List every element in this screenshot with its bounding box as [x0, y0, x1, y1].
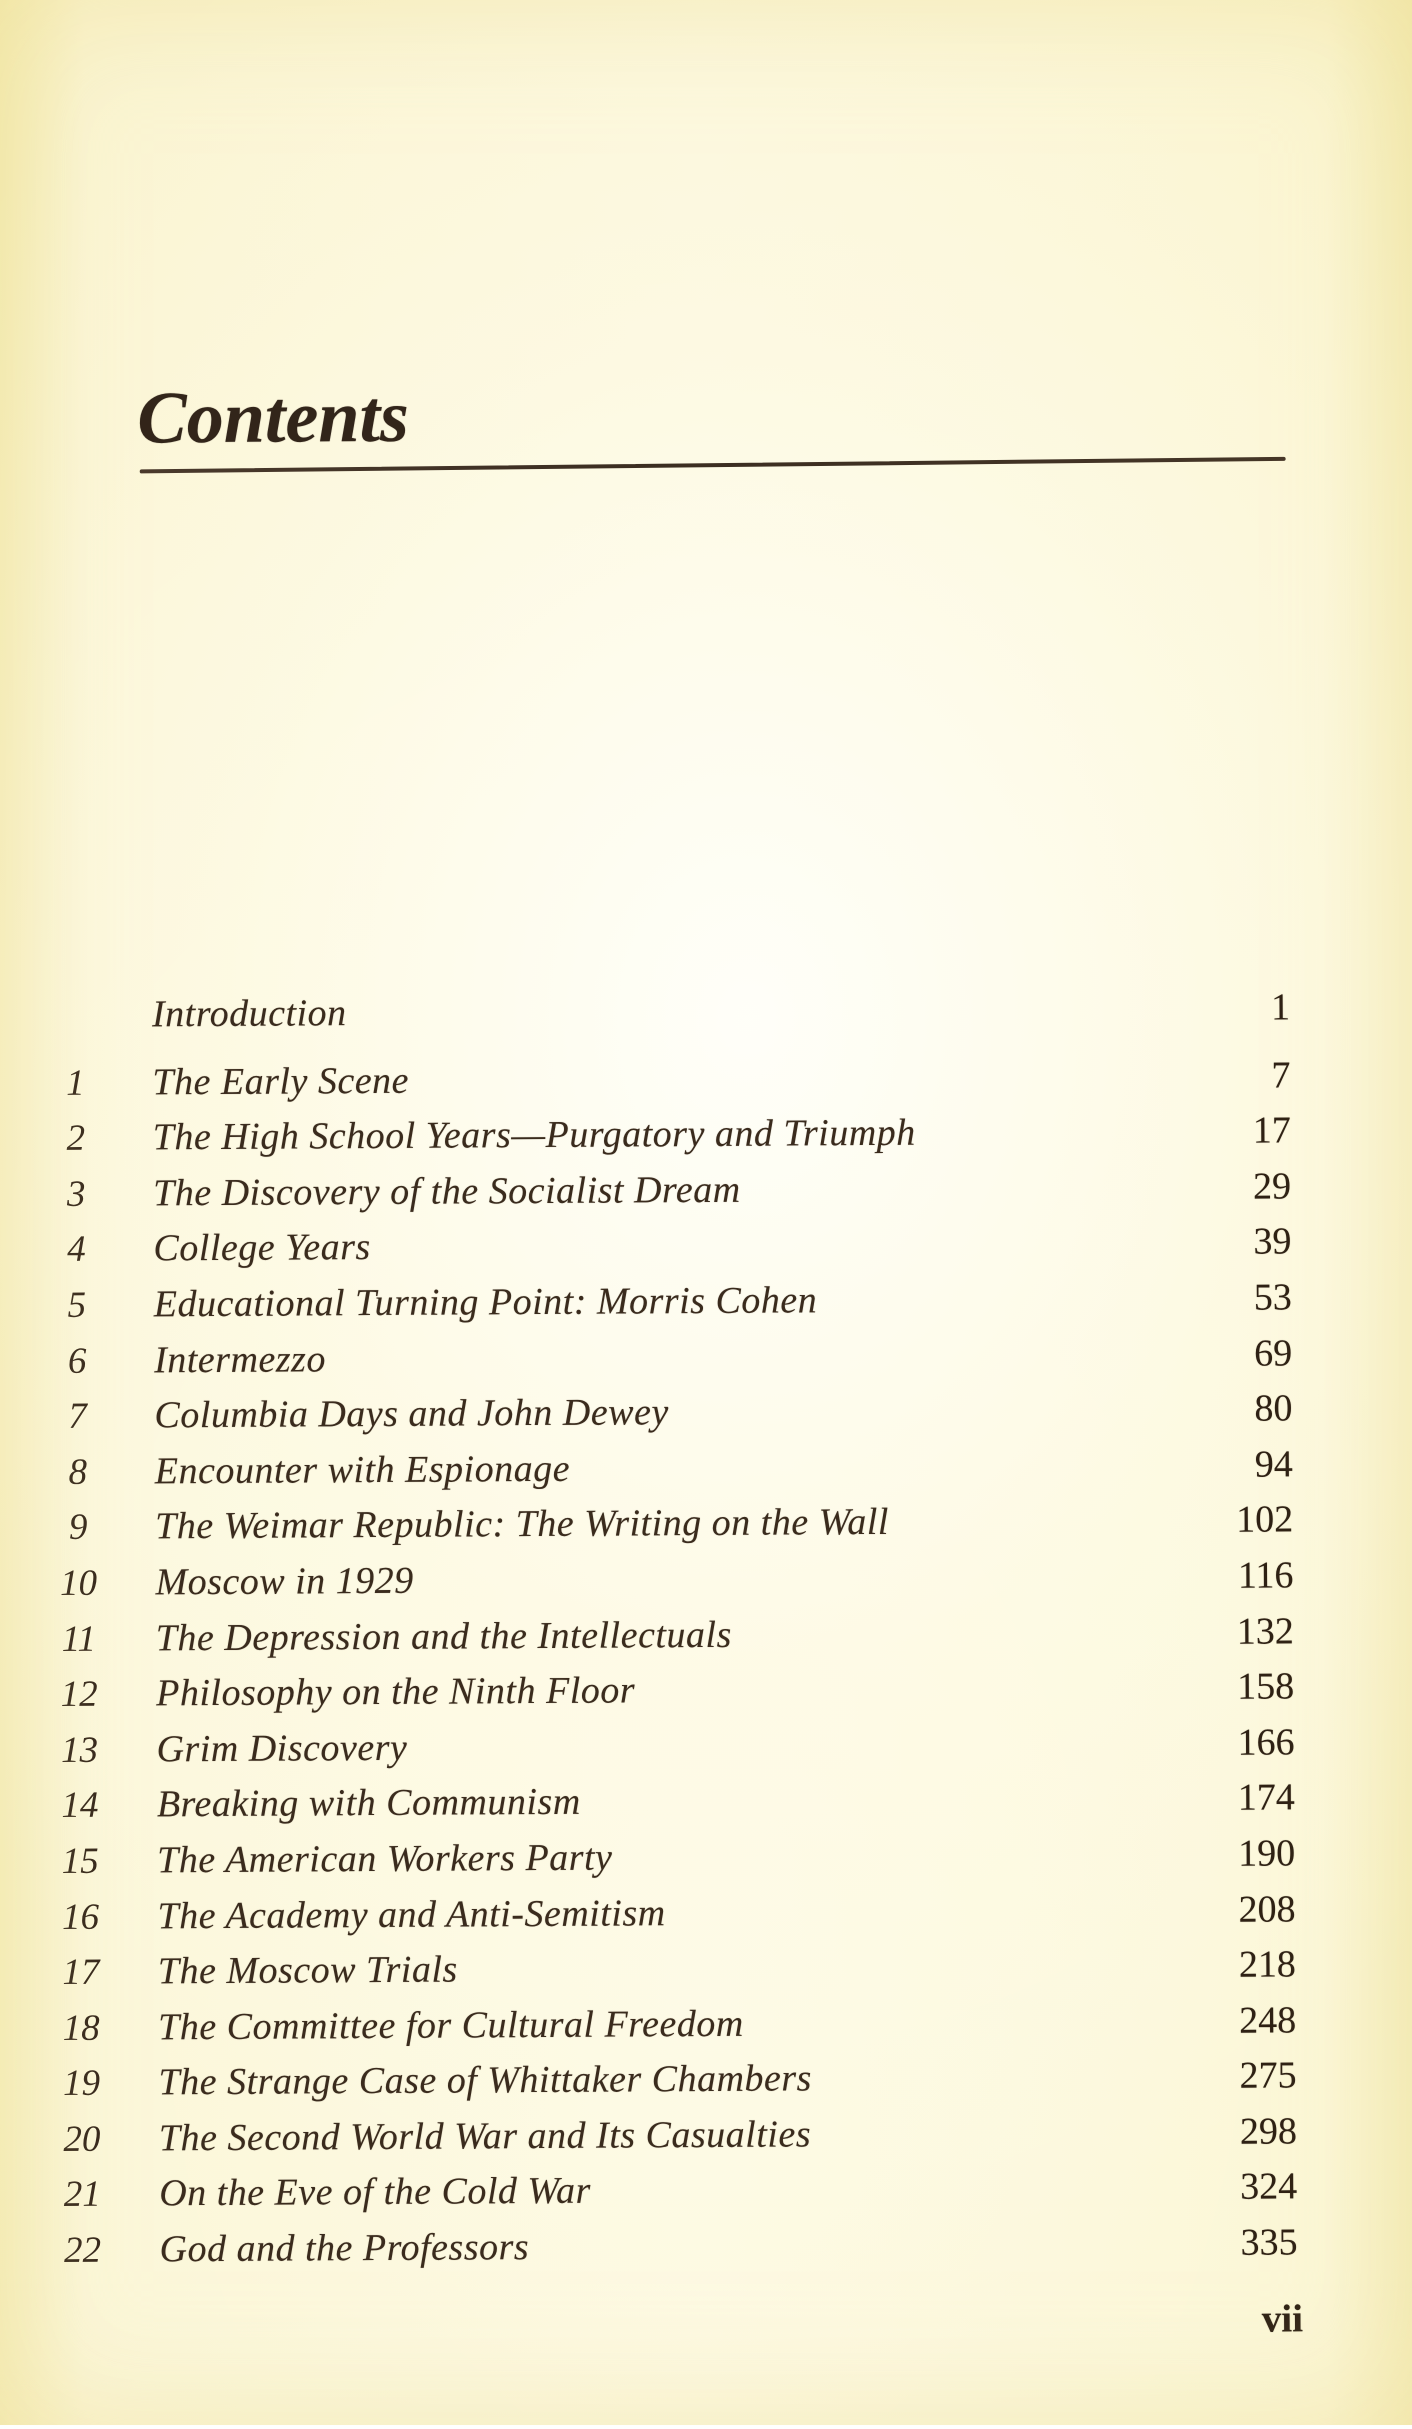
chapter-title: Grim Discovery: [156, 1726, 408, 1771]
toc-row: [47, 1159, 1291, 1222]
toc-row: [51, 1882, 1295, 1945]
toc-row: [47, 1215, 1291, 1278]
chapter-number: 2: [66, 1117, 86, 1160]
chapter-number: 7: [68, 1395, 87, 1438]
chapter-number: 9: [68, 1507, 88, 1549]
chapter-page-number: 17: [1252, 1109, 1291, 1152]
chapter-number: 16: [61, 1896, 100, 1938]
toc-row: [50, 1660, 1294, 1723]
chapter-page-number: 94: [1254, 1443, 1293, 1486]
chapter-title: The High School Years—Purgatory and Triumph: [152, 1111, 916, 1159]
chapter-page-number: 248: [1239, 1999, 1297, 2042]
toc-row: [48, 1270, 1292, 1333]
toc-row: [52, 1938, 1296, 2001]
chapter-number: 13: [60, 1729, 99, 1771]
chapter-page-number: 190: [1238, 1832, 1296, 1875]
toc-row: [49, 1548, 1293, 1611]
toc-row: [46, 980, 1290, 1043]
chapter-page-number: 29: [1252, 1165, 1292, 1208]
chapter-number: 21: [63, 2174, 101, 2216]
chapter-page-number: 158: [1237, 1665, 1295, 1708]
chapter-number: 14: [61, 1785, 99, 1827]
toc-row: [53, 2215, 1297, 2278]
chapter-title: The Discovery of the Socialist Dream: [153, 1168, 741, 1215]
chapter-title: Moscow in 1929: [155, 1559, 414, 1604]
chapter-page-number: 116: [1237, 1554, 1294, 1597]
chapter-page-number: 53: [1253, 1276, 1292, 1319]
chapter-page-number: 132: [1236, 1609, 1294, 1653]
chapter-number: 20: [63, 2118, 101, 2160]
chapter-title: The Moscow Trials: [157, 1948, 458, 1993]
chapter-number: 19: [62, 2062, 101, 2105]
chapter-page-number: 7: [1271, 1054, 1291, 1097]
chapter-number: 18: [62, 2007, 100, 2049]
toc-row: [53, 2160, 1297, 2223]
toc-row: [48, 1382, 1292, 1445]
toc-row: [51, 1771, 1295, 1834]
chapter-title: Intermezzo: [154, 1337, 327, 1381]
chapter-title: College Years: [153, 1226, 371, 1270]
chapter-title: The Second World War and Its Casualties: [158, 2113, 812, 2160]
chapter-title: The American Workers Party: [157, 1836, 613, 1882]
chapter-page-number: 275: [1239, 2054, 1297, 2098]
chapter-page-number: 102: [1236, 1498, 1294, 1542]
chapter-number: 10: [59, 1562, 98, 1604]
chapter-title: The Committee for Cultural Freedom: [158, 2002, 744, 2049]
chapter-page-number: 80: [1254, 1387, 1293, 1430]
chapter-title: Philosophy on the Ninth Floor: [156, 1669, 636, 1715]
chapter-number: 6: [67, 1340, 87, 1382]
chapter-title: Columbia Days and John Dewey: [154, 1391, 669, 1437]
toc-row: [52, 1993, 1296, 2056]
chapter-page-number: 69: [1254, 1331, 1293, 1375]
toc-row: [51, 1826, 1295, 1889]
chapter-number: 4: [67, 1229, 86, 1271]
toc-row: [50, 1604, 1294, 1667]
chapter-number: 5: [67, 1284, 87, 1326]
chapter-title: On the Eve of the Cold War: [159, 2170, 592, 2215]
toc-row: [47, 1104, 1291, 1167]
chapter-page-number: 166: [1237, 1721, 1295, 1764]
toc-row: [49, 1437, 1293, 1500]
chapter-title: The Weimar Republic: The Writing on the Wall: [155, 1501, 890, 1548]
table-of-contents: [46, 980, 1298, 2278]
toc-row: [52, 2049, 1296, 2112]
chapter-number: 15: [61, 1840, 99, 1882]
heading-rule: [140, 457, 1286, 474]
toc-row: [53, 2104, 1297, 2167]
chapter-number: 12: [60, 1673, 98, 1716]
chapter-number: 3: [66, 1173, 86, 1215]
chapter-number: 22: [63, 2229, 102, 2272]
chapter-title: The Early Scene: [152, 1059, 410, 1103]
chapter-number: 1: [66, 1062, 85, 1104]
chapter-title: Introduction: [151, 992, 347, 1036]
chapter-title: Encounter with Espionage: [154, 1447, 571, 1493]
chapter-number: [46, 988, 104, 1044]
folio-page-number: vii: [1261, 2297, 1304, 2341]
chapter-page-number: 174: [1237, 1776, 1295, 1820]
chapter-page-number: 208: [1238, 1887, 1296, 1931]
chapter-title: The Academy and Anti-Semitism: [157, 1891, 666, 1937]
toc-row: [48, 1326, 1292, 1389]
chapter-page-number: 39: [1253, 1220, 1292, 1264]
chapter-title: Educational Turning Point: Morris Cohen: [153, 1279, 818, 1326]
toc-row: [46, 1048, 1290, 1111]
toc-row: [50, 1715, 1294, 1778]
chapter-page-number: 1: [1270, 986, 1291, 1029]
chapter-page-number: 335: [1240, 2221, 1298, 2264]
chapter-title: God and the Professors: [159, 2226, 530, 2271]
chapter-title: Breaking with Communism: [156, 1781, 581, 1826]
chapter-number: 11: [61, 1618, 97, 1660]
chapter-page-number: 324: [1240, 2165, 1298, 2209]
chapter-title: The Strange Case of Whittaker Chambers: [158, 2057, 813, 2104]
toc-row: [49, 1493, 1293, 1556]
chapter-title: The Depression and the Intellectuals: [155, 1613, 732, 1659]
chapter-page-number: 218: [1238, 1943, 1296, 1986]
chapter-number: 17: [62, 1951, 100, 1994]
page-title: Contents: [137, 375, 410, 460]
chapter-number: 8: [68, 1451, 88, 1493]
chapter-page-number: 298: [1239, 2110, 1298, 2153]
